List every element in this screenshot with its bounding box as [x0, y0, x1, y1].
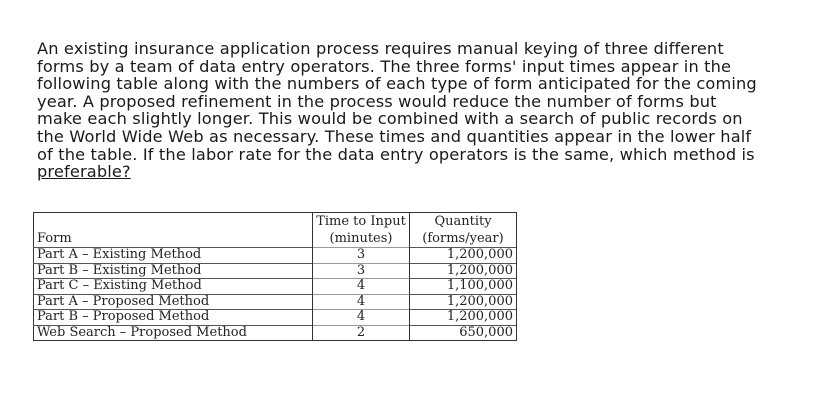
cell-form: Part A – Proposed Method — [34, 294, 313, 310]
cell-form: Part B – Existing Method — [34, 263, 313, 279]
cell-quantity: 650,000 — [410, 325, 517, 341]
cell-quantity: 1,200,000 — [410, 248, 517, 264]
table-header-row — [34, 213, 517, 231]
problem-line: of the table. If the labor rate for the data entry operators is the same, which method is — [37, 144, 755, 164]
table-row — [34, 263, 517, 279]
cell-quantity: 1,100,000 — [410, 279, 517, 295]
cell-time: 4 — [313, 279, 410, 295]
problem-line: preferable? — [37, 162, 131, 182]
cell-quantity: 1,200,000 — [410, 310, 517, 326]
header-time-unit: (minutes) — [313, 230, 410, 248]
header-form-spacer — [34, 213, 313, 231]
table-row — [34, 294, 517, 310]
problem-line: make each slightly longer. This would be combined with a search of public records on — [37, 109, 743, 129]
cell-form: Part B – Proposed Method — [34, 310, 313, 326]
problem-line: the World Wide Web as necessary. These times and quantities appear in the lower half — [37, 126, 752, 146]
problem-line: forms by a team of data entry operators. The three forms' input times appear in the — [37, 56, 732, 76]
table-row — [34, 310, 517, 326]
cell-form: Part A – Existing Method — [34, 248, 313, 264]
header-time: Time to Input — [313, 213, 410, 231]
header-quantity-unit: (forms/year) — [410, 230, 517, 248]
table-row — [34, 279, 517, 295]
problem-line: following table along with the numbers of each type of form anticipated for the coming — [37, 74, 757, 94]
table-row — [34, 248, 517, 264]
problem-statement — [37, 40, 815, 181]
data-table — [33, 212, 517, 341]
cell-time: 3 — [313, 263, 410, 279]
table-row — [34, 325, 517, 341]
cell-time: 3 — [313, 248, 410, 264]
cell-quantity: 1,200,000 — [410, 294, 517, 310]
cell-time: 4 — [313, 294, 410, 310]
header-quantity: Quantity — [410, 213, 517, 231]
cell-form: Web Search – Proposed Method — [34, 325, 313, 341]
cell-quantity: 1,200,000 — [410, 263, 517, 279]
cell-form: Part C – Existing Method — [34, 279, 313, 295]
problem-line: An existing insurance application process requires manual keying of three different — [37, 39, 724, 58]
cell-time: 4 — [313, 310, 410, 326]
problem-line: year. A proposed refinement in the process would reduce the number of forms but — [37, 91, 717, 111]
cell-time: 2 — [313, 325, 410, 341]
header-form: Form — [34, 230, 313, 248]
table-header-row — [34, 230, 517, 248]
